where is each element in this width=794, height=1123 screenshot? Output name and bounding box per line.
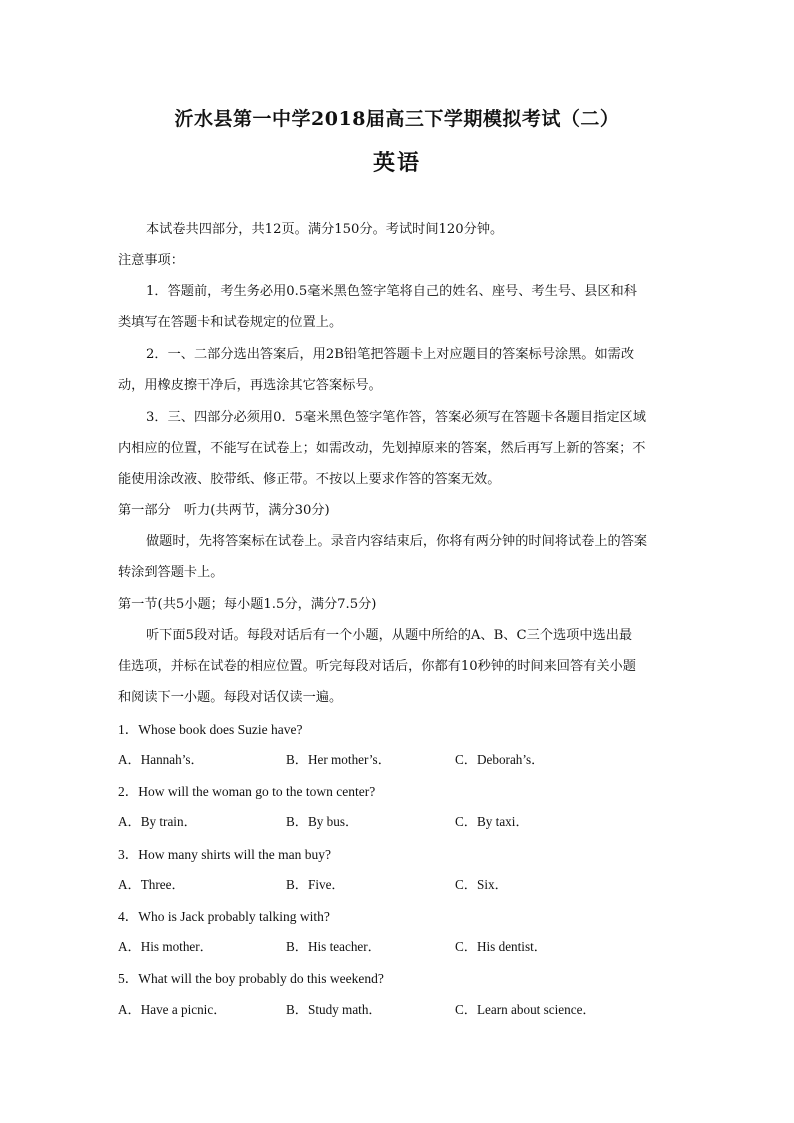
option-b: B．His teacher． xyxy=(286,939,381,954)
option-c: C．By taxi． xyxy=(455,814,529,829)
option-b: B．Her mother’s． xyxy=(286,752,391,767)
option-c: C．His dentist． xyxy=(455,939,547,954)
part1-instruction-line1: 做题时，先将答案标在试卷上。录音内容结束后，你将有两分钟的时间将试卷上的答案 xyxy=(146,534,648,549)
notice-heading: 注意事项： xyxy=(118,253,184,268)
question-stem: 1．Whose book does Suzie have? xyxy=(118,722,303,737)
option-a: A．Have a picnic． xyxy=(118,1002,227,1017)
part1-instruction-line2: 转涂到答题卡上。 xyxy=(118,565,224,580)
notice-3-line3: 能使用涂改液、胶带纸、修正带。不按以上要求作答的答案无效。 xyxy=(118,472,501,487)
section1-line1: 听下面5段对话。每段对话后有一个小题，从题中所给的A、B、C三个选项中选出最 xyxy=(146,628,633,643)
notice-3-line2: 内相应的位置，不能写在试卷上；如需改动，先划掉原来的答案，然后再写上新的答案；不 xyxy=(118,441,646,456)
notice-2-line2: 动，用橡皮擦干净后，再选涂其它答案标号。 xyxy=(118,378,382,393)
notice-1-line1: 1．答题前，考生务必用0.5毫米黑色签字笔将自己的姓名、座号、考生号、县区和科 xyxy=(146,284,637,299)
subject-title: 英语 xyxy=(372,150,421,176)
option-c: C．Learn about science． xyxy=(455,1002,596,1017)
option-b: B．Study math． xyxy=(286,1002,382,1017)
section1-line3: 和阅读下一小题。每段对话仅读一遍。 xyxy=(118,690,343,705)
section1-heading: 第一节(共5小题；每小题1.5分，满分7.5分) xyxy=(118,597,377,612)
option-a: A．By train． xyxy=(118,814,197,829)
question-stem: 2．How will the woman go to the town center? xyxy=(118,784,376,799)
option-b: B．By bus． xyxy=(286,814,359,829)
exam-summary: 本试卷共四部分，共12页。满分150分。考试时间120分钟。 xyxy=(146,222,504,237)
exam-title: 沂水县第一中学2018届高三下学期模拟考试（二） xyxy=(174,108,620,130)
option-a: A．Three． xyxy=(118,877,185,892)
option-c: C．Six． xyxy=(455,877,508,892)
question-stem: 3．How many shirts will the man buy? xyxy=(118,847,331,862)
notice-3-line1: 3．三、四部分必须用0．5毫米黑色签字笔作答，答案必须写在答题卡各题目指定区域 xyxy=(146,410,646,425)
option-c: C．Deborah’s． xyxy=(455,752,545,767)
notice-1-line2: 类填写在答题卡和试卷规定的位置上。 xyxy=(118,315,343,330)
question-stem: 5．What will the boy probably do this weekend? xyxy=(118,971,384,986)
part1-heading: 第一部分 听力(共两节，满分30分) xyxy=(118,503,330,518)
section1-line2: 佳选项，并标在试卷的相应位置。听完每段对话后，你都有10秒钟的时间来回答有关小题 xyxy=(118,659,636,674)
question-stem: 4．Who is Jack probably talking with? xyxy=(118,909,330,924)
option-a: A．Hannah’s． xyxy=(118,752,204,767)
notice-2-line1: 2．一、二部分选出答案后，用2B铅笔把答题卡上对应题目的答案标号涂黑。如需改 xyxy=(146,347,635,362)
option-a: A．His mother． xyxy=(118,939,213,954)
option-b: B．Five． xyxy=(286,877,345,892)
